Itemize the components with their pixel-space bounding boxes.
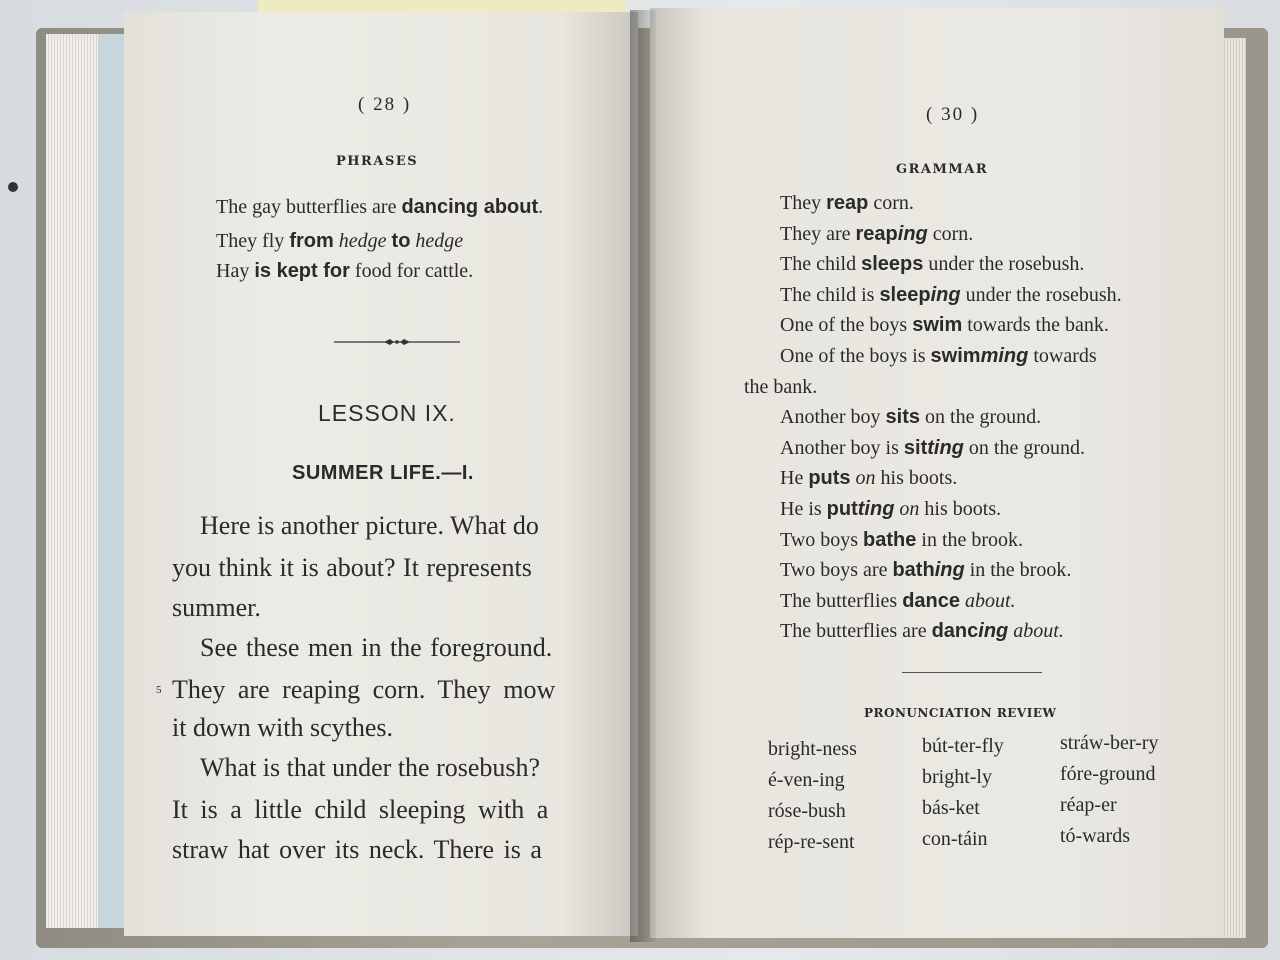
pronunciation-heading: PRONUNCIATION REVIEW (864, 706, 1057, 720)
body-line: it down with scythes. (172, 713, 393, 742)
body-line: What is that under the rosebush? (200, 753, 541, 782)
grammar-line: The butterflies dance about. (780, 589, 1016, 612)
grammar-line: Another boy is sitting on the ground. (780, 436, 1085, 459)
line-number: 5 (156, 684, 162, 696)
phrase-line: Hay is kept for food for cattle. (216, 260, 474, 282)
pronunciation-word: bright-ness (768, 738, 857, 760)
body-line: They are reaping corn. They mow (172, 675, 556, 704)
grammar-line: He is putting on his boots. (780, 498, 1002, 520)
pronunciation-word: réap-er (1060, 794, 1117, 816)
pronunciation-word: róse-bush (768, 800, 846, 822)
page-edges-left (46, 34, 104, 928)
pronunciation-word: é-ven-ing (768, 769, 845, 791)
grammar-line: The child sleeps under the rosebush. (780, 253, 1085, 276)
pronunciation-word: tó-wards (1060, 825, 1130, 847)
body-line: summer. (172, 593, 261, 622)
grammar-line: He puts on his boots. (780, 467, 958, 490)
ornament-divider (334, 338, 460, 346)
grammar-line: Two boys are bathing in the brook. (780, 559, 1072, 582)
grammar-line: The butterflies are dancing about. (780, 620, 1064, 643)
grammar-heading: GRAMMAR (896, 162, 989, 177)
grammar-line: One of the boys is swimming towards (780, 345, 1097, 367)
grammar-line: Another boy sits on the ground. (780, 406, 1042, 429)
grammar-line: Two boys bathe in the brook. (780, 528, 1024, 551)
pronunciation-word: bright-ly (922, 766, 992, 788)
spine-shadow (630, 10, 656, 942)
pronunciation-word: stráw-ber-ry (1060, 732, 1159, 754)
grammar-line: the bank. (744, 375, 818, 398)
body-line: Here is another picture. What do (200, 511, 539, 540)
body-line: It is a little child sleeping with a (172, 795, 549, 824)
pronunciation-word: rép-re-sent (768, 831, 855, 853)
phrases-heading: PHRASES (336, 154, 419, 169)
grammar-line: The child is sleeping under the rosebush. (780, 283, 1122, 306)
phrase-line: They fly from hedge to hedge (216, 230, 464, 252)
lesson-title: LESSON IX. (318, 400, 456, 426)
body-line: you think it is about? It represents (172, 553, 532, 582)
grammar-line: They are reaping corn. (780, 222, 974, 245)
lesson-subtitle: SUMMER LIFE.—I. (292, 462, 474, 484)
grammar-line: One of the boys swim towards the bank. (780, 314, 1109, 337)
page-number: ( 28 ) (358, 94, 412, 115)
page-number: ( 30 ) (926, 104, 980, 125)
pronunciation-word: bút-ter-fly (922, 735, 1004, 757)
table-mark (8, 182, 18, 192)
pronunciation-word: bás-ket (922, 797, 980, 819)
phrase-line: The gay butterflies are dancing about. (216, 196, 544, 218)
body-line: See these men in the foreground. (200, 633, 553, 662)
grammar-line: They reap corn. (780, 192, 914, 214)
section-rule (902, 672, 1042, 673)
body-line: straw hat over its neck. There is a (172, 835, 542, 864)
pronunciation-word: con-táin (922, 828, 988, 850)
pronunciation-word: fóre-ground (1060, 763, 1156, 785)
